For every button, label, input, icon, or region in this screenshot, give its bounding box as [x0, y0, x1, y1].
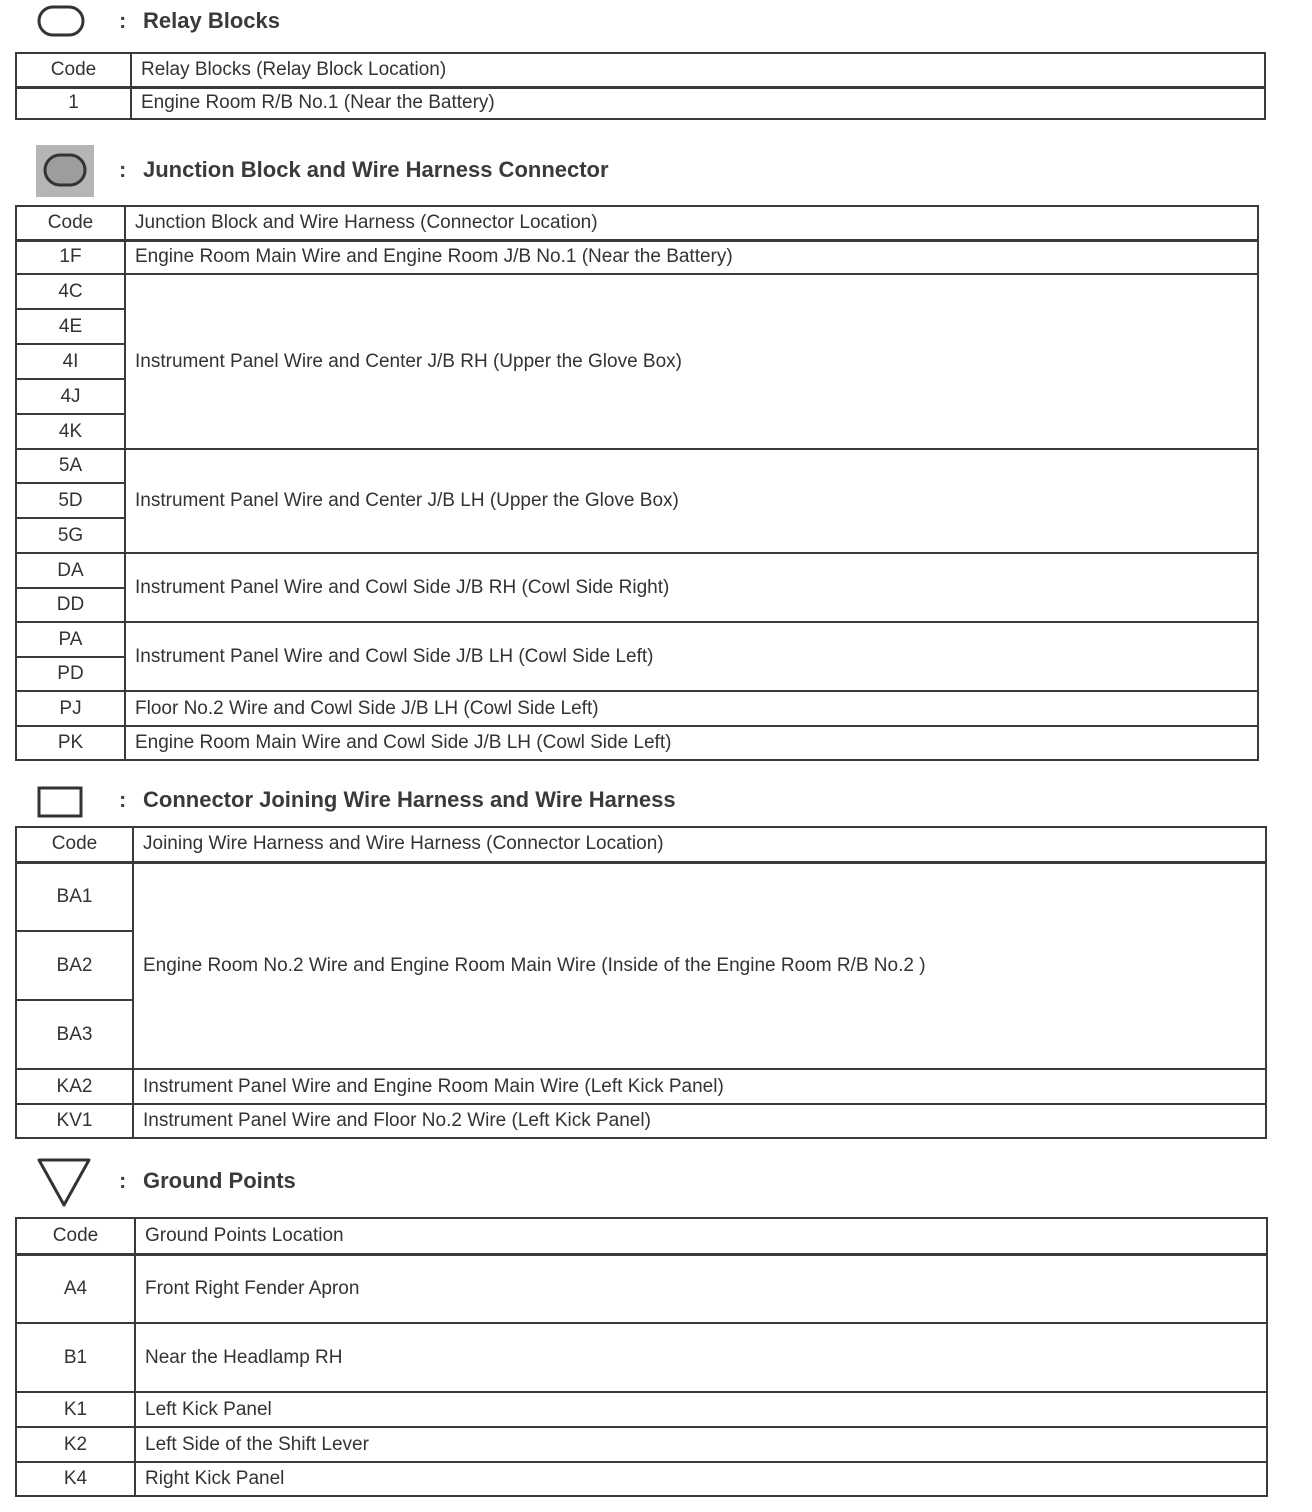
code-cell: BA2 — [16, 931, 133, 1000]
connector-joining-table — [15, 826, 1267, 1139]
section-ground-points-heading — [0, 1156, 1312, 1196]
heading-colon: : — [119, 1168, 127, 1193]
section-title: Relay Blocks — [143, 8, 280, 33]
code-cell: 4K — [16, 414, 125, 449]
code-cell: K1 — [16, 1392, 135, 1427]
table-row — [16, 726, 1258, 760]
location-cell: Engine Room Main Wire and Engine Room J/B No.1 (Near the Battery) — [125, 240, 1258, 274]
code-cell: B1 — [16, 1323, 135, 1392]
code-cell: 4I — [16, 344, 125, 379]
table-row — [16, 1427, 1267, 1462]
code-cell: K4 — [16, 1462, 135, 1496]
location-column-header: Junction Block and Wire Harness (Connector Location) — [125, 206, 1258, 240]
code-column-header: Code — [16, 206, 125, 240]
location-cell: Instrument Panel Wire and Cowl Side J/B RH (Cowl Side Right) — [125, 553, 1258, 622]
code-cell: 1 — [16, 87, 131, 119]
location-cell: Left Kick Panel — [135, 1392, 1267, 1427]
table-row — [16, 553, 1258, 588]
code-cell: KA2 — [16, 1069, 133, 1104]
section-connector-joining-heading — [0, 780, 1312, 820]
table-row — [16, 691, 1258, 726]
table-row — [16, 1069, 1266, 1104]
location-cell: Instrument Panel Wire and Engine Room Main Wire (Left Kick Panel) — [133, 1069, 1266, 1104]
code-cell: 4E — [16, 309, 125, 344]
table-row — [16, 87, 1265, 119]
location-cell: Engine Room R/B No.1 (Near the Battery) — [131, 87, 1265, 119]
ground-points-table — [15, 1217, 1268, 1497]
section-title: Junction Block and Wire Harness Connector — [143, 157, 609, 182]
table-row — [16, 1104, 1266, 1138]
location-cell: Front Right Fender Apron — [135, 1254, 1267, 1323]
code-cell: PJ — [16, 691, 125, 726]
location-cell: Near the Headlamp RH — [135, 1323, 1267, 1392]
table-row — [16, 1254, 1267, 1323]
table-row — [16, 449, 1258, 483]
code-cell: 5D — [16, 483, 125, 518]
code-cell: DA — [16, 553, 125, 588]
table-row — [16, 240, 1258, 274]
location-cell: Instrument Panel Wire and Floor No.2 Wire (Left Kick Panel) — [133, 1104, 1266, 1138]
shaded-oval-icon — [36, 145, 94, 197]
junction-block-table — [15, 205, 1259, 761]
code-cell: PK — [16, 726, 125, 760]
section-relay-blocks-heading — [0, 0, 1312, 40]
heading-colon: : — [119, 787, 127, 812]
rectangle-icon — [37, 786, 83, 818]
location-cell: Engine Room No.2 Wire and Engine Room Main Wire (Inside of the Engine Room R/B No.2 ) — [133, 862, 1266, 1069]
table-row — [16, 1462, 1267, 1496]
table-row — [16, 622, 1258, 657]
code-cell: A4 — [16, 1254, 135, 1323]
code-cell: BA1 — [16, 862, 133, 931]
code-cell: 4C — [16, 274, 125, 309]
table-row — [16, 862, 1266, 931]
location-cell: Instrument Panel Wire and Cowl Side J/B LH (Cowl Side Left) — [125, 622, 1258, 691]
table-header-row — [16, 53, 1265, 87]
location-cell: Instrument Panel Wire and Center J/B LH (Upper the Glove Box) — [125, 449, 1258, 553]
location-cell: Left Side of the Shift Lever — [135, 1427, 1267, 1462]
rounded-oval-icon — [37, 5, 85, 37]
code-cell: BA3 — [16, 1000, 133, 1069]
code-cell: 1F — [16, 240, 125, 274]
table-header-row — [16, 206, 1258, 240]
location-column-header: Joining Wire Harness and Wire Harness (Connector Location) — [133, 827, 1266, 862]
location-cell: Engine Room Main Wire and Cowl Side J/B LH (Cowl Side Left) — [125, 726, 1258, 760]
table-row — [16, 274, 1258, 309]
code-cell: PA — [16, 622, 125, 657]
code-cell: KV1 — [16, 1104, 133, 1138]
code-column-header: Code — [16, 53, 131, 87]
heading-colon: : — [119, 157, 127, 182]
location-cell: Instrument Panel Wire and Center J/B RH (Upper the Glove Box) — [125, 274, 1258, 449]
location-cell: Floor No.2 Wire and Cowl Side J/B LH (Cowl Side Left) — [125, 691, 1258, 726]
code-column-header: Code — [16, 1218, 135, 1254]
section-title: Ground Points — [143, 1168, 296, 1193]
location-column-header: Relay Blocks (Relay Block Location) — [131, 53, 1265, 87]
location-column-header: Ground Points Location — [135, 1218, 1267, 1254]
code-cell: 5A — [16, 449, 125, 483]
table-row — [16, 1392, 1267, 1427]
relay-blocks-table — [15, 52, 1266, 120]
code-cell: K2 — [16, 1427, 135, 1462]
table-header-row — [16, 1218, 1267, 1254]
location-cell: Right Kick Panel — [135, 1462, 1267, 1496]
table-header-row — [16, 827, 1266, 862]
heading-colon: : — [119, 8, 127, 33]
code-cell: PD — [16, 657, 125, 691]
code-cell: 4J — [16, 379, 125, 414]
code-column-header: Code — [16, 827, 133, 862]
code-cell: 5G — [16, 518, 125, 553]
section-title: Connector Joining Wire Harness and Wire Harness — [143, 787, 676, 812]
down-triangle-icon — [36, 1156, 92, 1208]
table-row — [16, 1323, 1267, 1392]
code-cell: DD — [16, 588, 125, 622]
section-junction-block-heading — [0, 145, 1312, 185]
